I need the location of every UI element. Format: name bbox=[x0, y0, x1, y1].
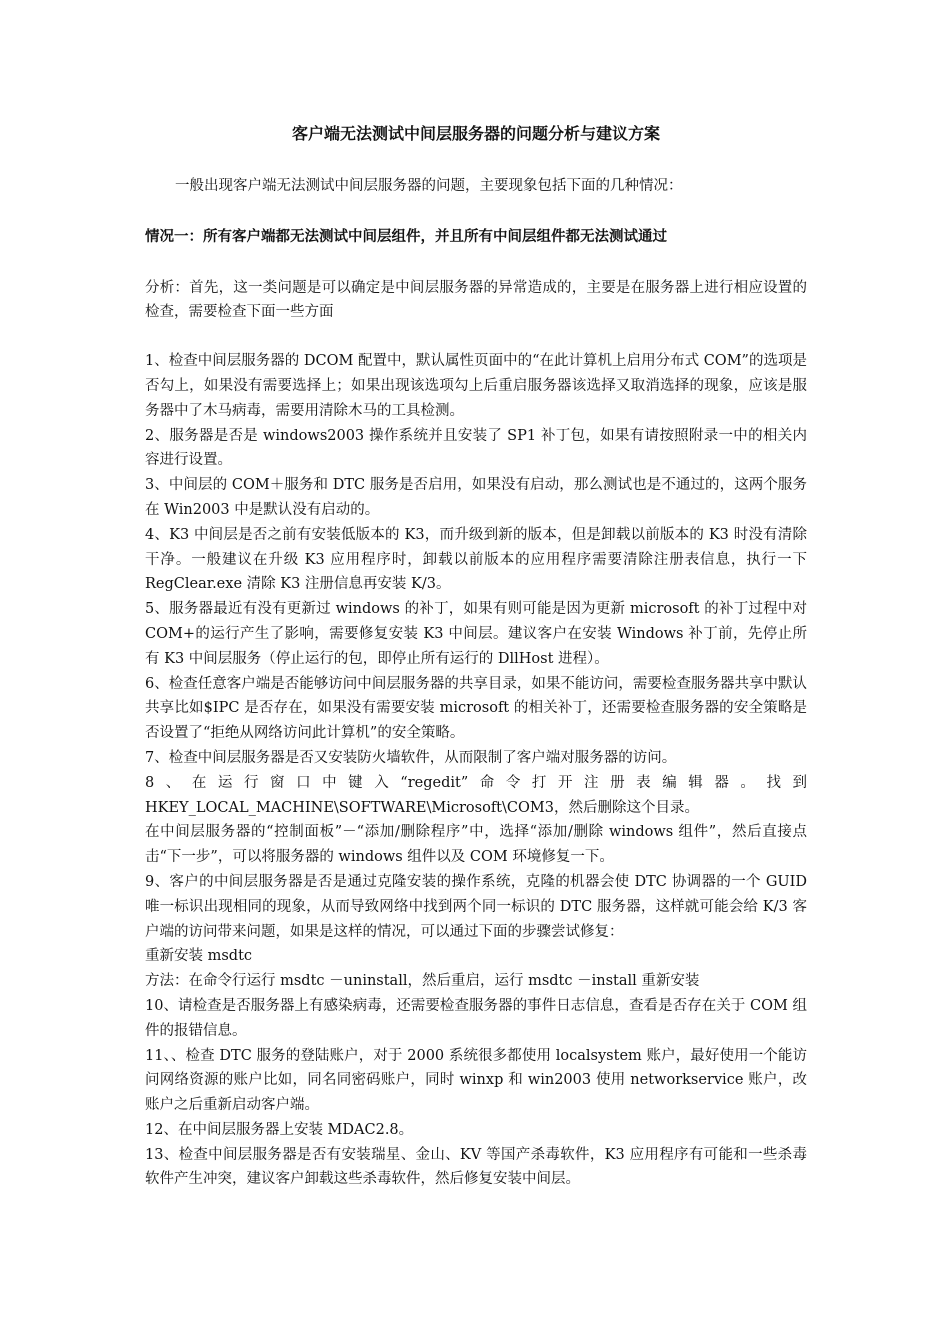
checklist-item-12: 12、在中间层服务器上安装 MDAC2.8。 bbox=[145, 1121, 414, 1138]
analysis-paragraph: 分析：首先，这一类问题是可以确定是中间层服务器的异常造成的，主要是在服务器上进行相应设置的检查，需要检查下面一些方面 bbox=[145, 279, 807, 321]
checklist-item-10: 10、请检查是否服务器上有感染病毒，还需要检查服务器的事件日志信息，查看是否存在关于 COM 组件的报错信息。 bbox=[145, 997, 807, 1039]
checklist-item-8-continued: 在中间层服务器的“控制面板”－“添加/删除程序”中，选择“添加/删除 windows 组件”，然后直接点击“下一步”，可以将服务器的 windows 组件以及 COM 环境修复一下。 bbox=[145, 824, 807, 866]
checklist-item-2: 2、服务器是否是 windows2003 操作系统并且安装了 SP1 补丁包，如果有请按照附录一中的相关内容进行设置。 bbox=[145, 427, 807, 469]
checklist-item-11: 11、、检查 DTC 服务的登陆账户，对于 2000 系统很多都使用 localsystem 账户，最好使用一个能访问网络资源的账户比如，同名同密码账户，同时 winxp 和 win2003 使用 networkservice 账户，改账户之后重新启动客户端。 bbox=[145, 1047, 807, 1114]
checklist-item-1: 1、检查中间层服务器的 DCOM 配置中，默认属性页面中的“在此计算机上启用分布式 COM”的选项是否勾上，如果没有需要选择上；如果出现该选项勾上后重启服务器该选择又取消选择的现象，应该是服务器中了木马病毒，需要用清除木马的工具检测。 bbox=[145, 353, 807, 419]
checklist-item-13: 13、检查中间层服务器是否有安装瑞星、金山、KV 等国产杀毒软件，K3 应用程序有可能和一些杀毒软件产生冲突，建议客户卸载这些杀毒软件，然后修复安装中间层。 bbox=[145, 1146, 807, 1188]
document-body bbox=[145, 122, 807, 1192]
checklist-item-4: 4、K3 中间层是否之前有安装低版本的 K3，而升级到新的版本，但是卸载以前版本的 K3 时没有清除干净。一般建议在升级 K3 应用程序时，卸载以前版本的应用程序需要清除注册表信息，执行一下 RegClear.exe 清除 K3 注册信息再安装 K/3。 bbox=[145, 526, 807, 593]
document-title: 客户端无法测试中间层服务器的问题分析与建议方案 bbox=[291, 124, 660, 143]
checklist bbox=[145, 349, 807, 1192]
checklist-item-9-step: 重新安装 msdtc bbox=[145, 948, 253, 965]
checklist-item-9: 9、客户的中间层服务器是否是通过克隆安装的操作系统，克隆的机器会使 DTC 协调器的一个 GUID 唯一标识出现相同的现象，从而导致网络中找到两个同一标识的 DTC 服务器，这样就可能会给 K/3 客户端的访问带来问题，如果是这样的情况，可以通过下面的步骤尝试修复： bbox=[145, 873, 807, 940]
checklist-item-3: 3、中间层的 COM＋服务和 DTC 服务是否启用，如果没有启动，那么测试也是不通过的，这两个服务在 Win2003 中是默认没有启动的。 bbox=[145, 477, 807, 518]
checklist-item-5: 5、服务器最近有没有更新过 windows 的补丁，如果有则可能是因为更新 microsoft 的补丁过程中对 COM+的运行产生了影响，需要修复安装 K3 中间层。建议客户在安装 Windows 补丁前，先停止所有 K3 中间层服务（停止运行的包，即停止所有运行的 DllHost 进程）。 bbox=[145, 601, 807, 667]
checklist-item-6: 6、检查任意客户端是否能够访问中间层服务器的共享目录，如果不能访问，需要检查服务器共享中默认共享比如$IPC 是否存在，如果没有需要安装 microsoft 的相关补丁，还需要检查服务器的安全策略是否设置了“拒绝从网络访问此计算机”的安全策略。 bbox=[145, 675, 807, 742]
checklist-item-8: 8、在运行窗口中键入“regedit”命令打开注册表编辑器。找到 HKEY_LOCAL_MACHINE\SOFTWARE\Microsoft\COM3，然后删除这个目录。 bbox=[145, 774, 807, 816]
intro-paragraph: 一般出现客户端无法测试中间层服务器的问题，主要现象包括下面的几种情况： bbox=[175, 178, 683, 194]
checklist-item-7: 7、检查中间层服务器是否又安装防火墙软件，从而限制了客户端对服务器的访问。 bbox=[145, 749, 677, 766]
case-one-heading: 情况一：所有客户端都无法测试中间层组件，并且所有中间层组件都无法测试通过 bbox=[145, 227, 667, 245]
checklist-item-9-method: 方法：在命令行运行 msdtc －uninstall，然后重启，运行 msdtc －install 重新安装 bbox=[145, 973, 700, 990]
